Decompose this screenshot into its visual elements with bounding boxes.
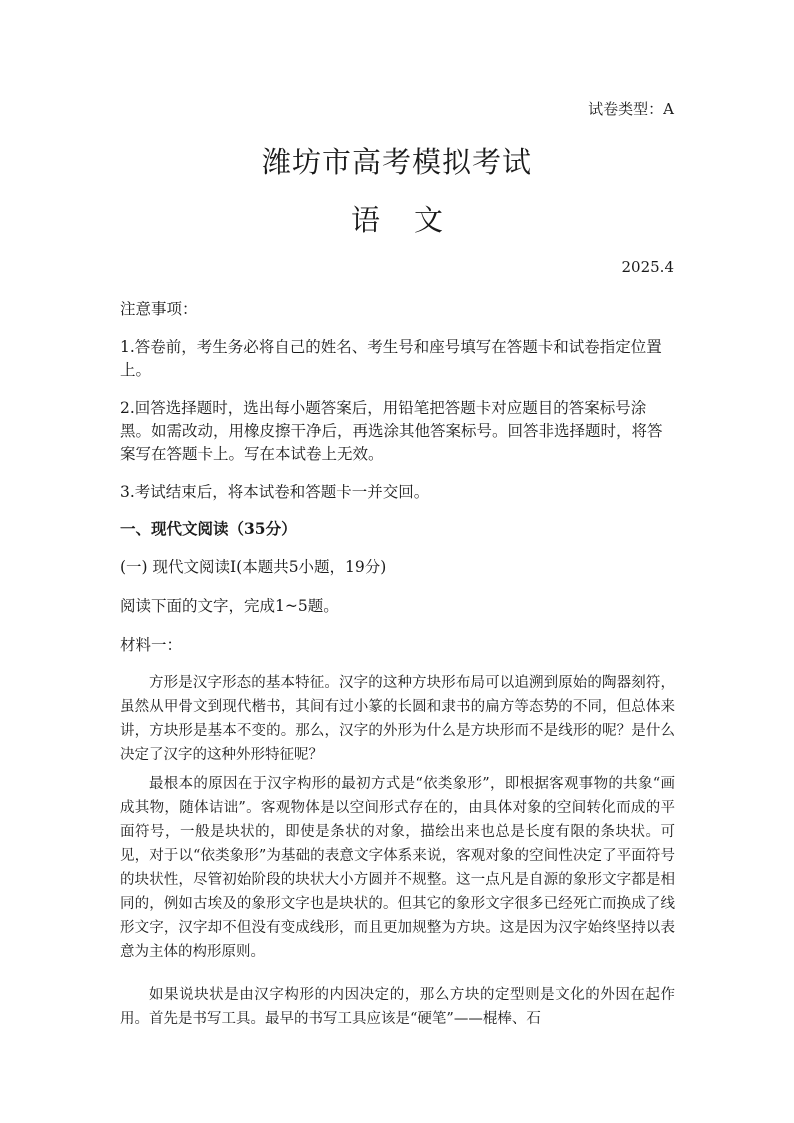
passage-paragraph: 方形是汉字形态的基本特征。汉字的这种方块形布局可以追溯到原始的陶器刻符，虽然从甲骨文到现代楷书，其间有过小篆的长圆和隶书的扁方等态势的不同，但总体来讲，方块形是基本不变的。那么，汉字的外形为什么是方块形而不是线形的呢？是什么决定了汉字的这种外形特征呢？ <box>120 675 675 763</box>
section-heading: 一、现代文阅读（35分） <box>120 519 297 538</box>
notice-item: 1.答卷前，考生务必将自己的姓名、考生号和座号填写在答题卡和试卷指定位置上。 <box>120 338 662 379</box>
subject-char: 文 <box>414 203 444 237</box>
reading-instruction: 阅读下面的文字，完成1~5题。 <box>120 597 339 615</box>
subject-title <box>0 198 794 239</box>
passage-paragraph: 最根本的原因在于汉字构形的最初方式是“依类象形”，即根据客观事物的共象“画成其物，随体诘诎”。客观物体是以空间形式存在的，由具体对象的空间转化而成的平面符号，一般是块状的，即使是条状的对象，描绘出来也总是长度有限的条块状。可见，对于以“依类象形”为基础的表意文字体系来说，客观对象的空间性决定了平面符号的块状性，尽管初始阶段的块状大小方圆并不规整。这一点凡是自源的象形文字都是相同的，例如古埃及的象形文字也是块状的。但其它的象形文字很多已经死亡而换成了线形文字，汉字却不但没有变成线形，而且更加规整为方块。这是因为汉字始终坚持以表意为主体的构形原则。 <box>120 776 675 960</box>
exam-title: 潍坊市高考模拟考试 <box>261 145 532 179</box>
notice-heading: 注意事项： <box>120 300 198 318</box>
section-subheading: (一) 现代文阅读Ⅰ(本题共5小题，19分) <box>120 558 387 576</box>
notice-item: 2.回答选择题时，选出每小题答案后，用铅笔把答题卡对应题目的答案标号涂黑。如需改动，用橡皮擦干净后，再选涂其他答案标号。回答非选择题时，将答案写在答题卡上。写在本试卷上无效。 <box>120 399 663 463</box>
passage-paragraph: 如果说块状是由汉字构形的内因决定的，那么方块的定型则是文化的外因在起作用。首先是书写工具。最早的书写工具应该是“硬笔”——棍棒、石 <box>120 987 675 1027</box>
material-label: 材料一： <box>120 636 183 654</box>
notice-item: 3.考试结束后，将本试卷和答题卡一并交回。 <box>120 483 430 501</box>
subject-char: 语 <box>350 203 380 237</box>
exam-date: 2025.4 <box>621 258 674 276</box>
paper-type-label: 试卷类型：A <box>588 100 674 118</box>
